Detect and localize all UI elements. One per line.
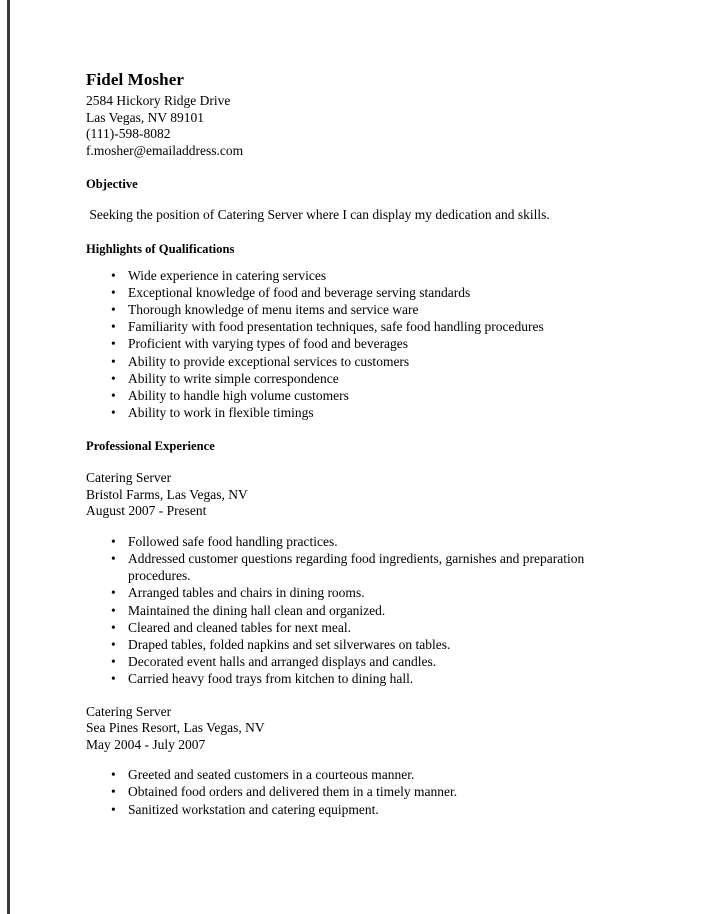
candidate-name: Fidel Mosher [86, 70, 184, 89]
job-header [86, 470, 646, 687]
contact-street-address: 2584 Hickory Ridge Drive [86, 93, 231, 108]
list-item: • Ability to write simple correspondence [86, 370, 646, 387]
job-dates: May 2004 - July 2007 [86, 736, 206, 752]
list-item: • Ability to work in flexible timings [86, 404, 646, 421]
list-item: • Carried heavy food trays from kitchen to dining hall. [86, 670, 646, 687]
contact-email: f.mosher@emailaddress.com [86, 142, 244, 158]
list-item: • Ability to handle high volume customers [86, 387, 646, 404]
list-item: • Proficient with varying types of food and beverages [86, 335, 646, 352]
section-heading-highlights: Highlights of Qualifications [86, 241, 235, 256]
section-heading-objective: Objective [86, 177, 138, 191]
job-duties-list [86, 533, 646, 688]
contact-city-state-zip: Las Vegas, NV 89101 [86, 109, 204, 125]
list-item: • Exceptional knowledge of food and beverage serving standards [86, 284, 646, 301]
list-item: • Obtained food orders and delivered them in a timely manner. [86, 783, 646, 800]
job-dates: August 2007 - Present [86, 503, 207, 519]
list-item: • Addressed customer questions regarding food ingredients, garnishes and preparation procedures. [86, 550, 646, 584]
job-header [86, 704, 646, 818]
list-item: • Greeted and seated customers in a courteous manner. [86, 766, 646, 783]
experience-entry [86, 470, 646, 687]
job-employer: Sea Pines Resort, Las Vegas, NV [86, 720, 265, 736]
job-duties-list [86, 766, 646, 818]
list-item: • Draped tables, folded napkins and set silverwares on tables. [86, 636, 646, 653]
job-title: Catering Server [86, 470, 172, 486]
list-item: • Arranged tables and chairs in dining rooms. [86, 584, 646, 601]
section-heading-experience: Professional Experience [86, 439, 215, 454]
list-item: • Wide experience in catering services [86, 267, 646, 284]
list-item: • Ability to provide exceptional services to customers [86, 353, 646, 370]
job-title: Catering Server [86, 703, 172, 719]
list-item: • Familiarity with food presentation techniques, safe food handling procedures [86, 318, 646, 335]
list-item: • Sanitized workstation and catering equipment. [86, 801, 646, 818]
page-left-edge-rule [7, 0, 10, 914]
list-item: • Thorough knowledge of menu items and service ware [86, 301, 646, 318]
experience-entry [86, 704, 646, 818]
list-item: • Decorated event halls and arranged displays and candles. [86, 653, 646, 670]
list-item: • Cleared and cleaned tables for next meal. [86, 619, 646, 636]
objective-statement: Seeking the position of Catering Server where I can display my dedication and skills. [86, 207, 550, 222]
resume-document [86, 70, 646, 818]
job-employer: Bristol Farms, Las Vegas, NV [86, 486, 248, 502]
list-item: • Maintained the dining hall clean and organized. [86, 602, 646, 619]
list-item: • Followed safe food handling practices. [86, 533, 646, 550]
contact-phone: (111)-598-8082 [86, 126, 171, 141]
highlights-list [86, 267, 646, 422]
